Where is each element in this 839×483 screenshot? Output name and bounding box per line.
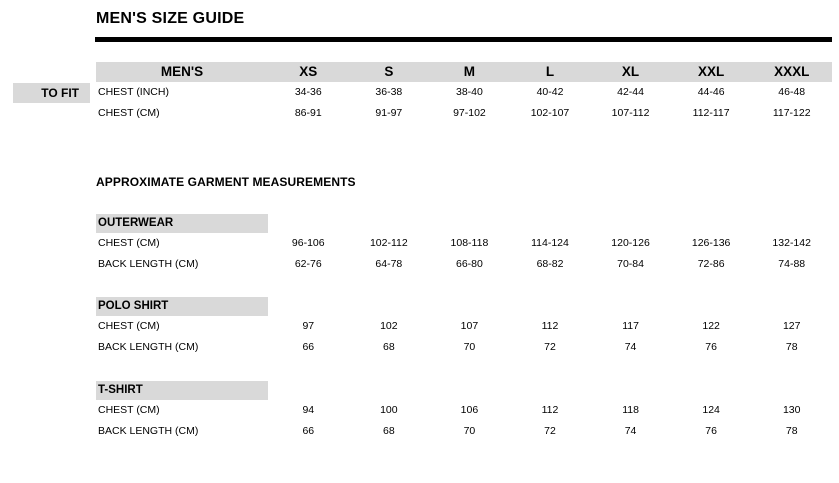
page-title: MEN'S SIZE GUIDE — [96, 10, 245, 27]
cell-value: 94 — [302, 404, 315, 416]
cell-value: 66 — [302, 341, 315, 353]
cell-value: 86-91 — [294, 107, 322, 119]
cell-value: 112 — [541, 320, 559, 332]
size-header-xs: XS — [268, 62, 349, 82]
cell-value: 40-42 — [536, 86, 564, 98]
cell-value: 70 — [463, 425, 476, 437]
row-label: BACK LENGTH (CM) — [98, 258, 199, 270]
size-header-m: M — [429, 62, 510, 82]
cell-value: 46-48 — [778, 86, 806, 98]
cell-value: 117-122 — [772, 107, 811, 119]
cell-value: 97 — [302, 320, 315, 332]
cell-value: 108-118 — [450, 237, 489, 249]
cell-value: 70 — [463, 341, 476, 353]
size-header-xxl: XXL — [671, 62, 752, 82]
cell-value: 36-38 — [375, 86, 403, 98]
row-label: CHEST (CM) — [98, 107, 160, 119]
table-row-back-length — [96, 421, 832, 442]
cell-value: 76 — [705, 425, 717, 437]
cell-value: 66-80 — [455, 258, 483, 270]
cell-value: 78 — [785, 425, 798, 437]
cell-value: 96-106 — [291, 237, 325, 249]
cell-value: 97-102 — [453, 107, 486, 119]
cell-value: 118 — [622, 404, 639, 416]
cell-value: 124 — [702, 404, 720, 416]
section-title: POLO SHIRT — [96, 297, 268, 316]
row-label: CHEST (CM) — [98, 237, 160, 249]
section-polo-shirt — [96, 297, 832, 358]
size-header-s: S — [349, 62, 430, 82]
cell-value: 112-117 — [692, 107, 730, 119]
cell-value: 127 — [782, 320, 801, 332]
size-header-l: L — [510, 62, 591, 82]
cell-value: 74-88 — [778, 258, 806, 270]
cell-value: 76 — [705, 341, 717, 353]
table-row-chest-cm — [96, 233, 832, 254]
cell-value: 106 — [460, 404, 479, 416]
table-row-chest-cm — [96, 316, 832, 337]
cell-value: 130 — [782, 404, 801, 416]
section-outerwear — [96, 214, 832, 275]
cell-value: 42-44 — [617, 86, 644, 98]
cell-value: 112 — [541, 404, 559, 416]
table-row-chest-inch — [96, 82, 832, 103]
cell-value: 72 — [544, 341, 556, 353]
row-label: CHEST (CM) — [98, 320, 160, 332]
cell-value: 102 — [380, 320, 398, 332]
row-label: CHEST (CM) — [98, 404, 160, 416]
cell-value: 70-84 — [617, 258, 644, 270]
cell-value: 38-40 — [455, 86, 483, 98]
cell-value: 102-107 — [530, 107, 570, 119]
row-label: BACK LENGTH (CM) — [98, 425, 199, 437]
to-fit-label: TO FIT — [13, 83, 90, 103]
cell-value: 44-46 — [697, 86, 725, 98]
cell-value: 117 — [622, 320, 639, 332]
cell-value: 132-142 — [772, 237, 811, 249]
cell-value: 91-97 — [375, 107, 403, 119]
cell-value: 72 — [544, 425, 556, 437]
cell-value: 72-86 — [697, 258, 725, 270]
cell-value: 114-124 — [531, 237, 569, 249]
cell-value: 100 — [380, 404, 398, 416]
table-row-chest-cm — [96, 103, 832, 124]
section-title: OUTERWEAR — [96, 214, 268, 233]
cell-value: 68 — [383, 341, 395, 353]
cell-value: 122 — [702, 320, 720, 332]
cell-value: 34-36 — [294, 86, 322, 98]
to-fit-size-table — [96, 62, 832, 124]
table-row-back-length — [96, 337, 832, 358]
cell-value: 66 — [302, 425, 315, 437]
section-t-shirt — [96, 381, 832, 442]
section-title: T-SHIRT — [96, 381, 268, 400]
cell-value: 68-82 — [536, 258, 564, 270]
size-header-row — [96, 62, 832, 82]
size-header-xxxl: XXXL — [751, 62, 832, 82]
table-row-chest-cm — [96, 400, 832, 421]
cell-value: 126-136 — [691, 237, 731, 249]
cell-value: 74 — [624, 425, 637, 437]
cell-value: 62-76 — [294, 258, 322, 270]
cell-value: 64-78 — [375, 258, 403, 270]
cell-value: 102-112 — [369, 237, 408, 249]
table-row-back-length — [96, 254, 832, 275]
size-header-xl: XL — [590, 62, 671, 82]
cell-value: 78 — [785, 341, 798, 353]
cell-value: 74 — [624, 341, 637, 353]
row-label: CHEST (INCH) — [98, 86, 169, 98]
garment-measurements-heading: APPROXIMATE GARMENT MEASUREMENTS — [96, 175, 356, 189]
cell-value: 107 — [460, 320, 479, 332]
cell-value: 107-112 — [611, 107, 650, 119]
title-underline — [95, 37, 832, 42]
row-label: BACK LENGTH (CM) — [98, 341, 199, 353]
cell-value: 68 — [383, 425, 395, 437]
size-header-gender: MEN'S — [96, 62, 268, 82]
cell-value: 120-126 — [611, 237, 650, 249]
